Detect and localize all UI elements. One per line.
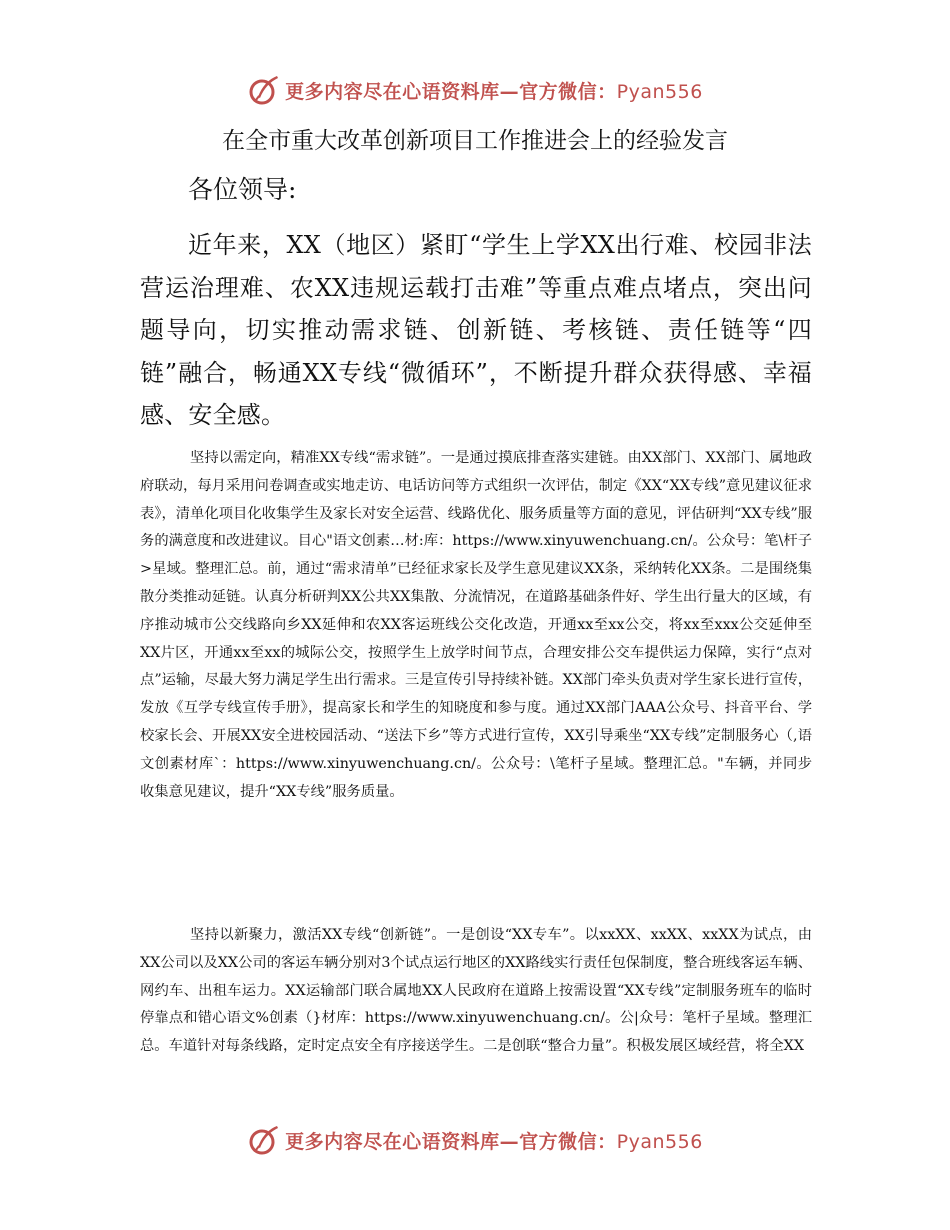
document-title: 在全市重大改革创新项目工作推进会上的经验发言 [222,128,728,154]
feather-quill-circle-icon [247,73,281,107]
watermark-label: 更多内容尽在心语资料库—官方微信： [285,1130,617,1153]
body-paragraph-innovation-chain: 坚持以新聚力，激活XX专线“创新链”。一是创设“XX专车”。以xxXX、xxXX、xxXX为试点，由XX公司以及XX公司的客运车辆分别对3个试点运行地区的XX路线实行责任包保制度，整合班线客运车辆、网约车、出租车运力。XX运输部门联合属地XX人民政府在道路上按需设置“XX专线”定制服务班车的临时停靠点和错心语文%创素（}材库：https://www.xinyuwenchuang.cn/。公|众号：笔杆子星域。整理汇总。车道针对每条线路，定时定点安全有序接送学生。二是创联“整合力量”。积极发展区域经营，将全XX [140,927,812,1055]
salutation: 各位领导: [188,175,297,204]
watermark-label: 更多内容尽在心语资料库—官方微信： [285,80,617,103]
watermark-account: Pyan556 [616,80,703,103]
watermark-text [285,77,703,104]
body-paragraph-demand-chain: 坚持以需定向，精准XX专线“需求链”。一是通过摸底排查落实建链。由XX部门、XX部门、属地政府联动，每月采用问卷调查或实地走访、电话访问等方式组织一次评估，制定《XX“XX专线”意见建议征求表》，清单化项目化收集学生及家长对安全运营、线路优化、服务质量等方面的意见，评估研判“XX专线”服务的满意度和改进建议。目心"语文创素…材:库：https://www.xinyuwenchuang.cn/。公众号：笔\杆子>星域。整理汇总。前，通过“需求清单”已经征求家长及学生意见建议XX条，采纳转化XX条。二是围绕集散分类推动延链。认真分析研判XX公共XX集散、分流情况，在道路基础条件好、学生出行量大的区域，有序推动城市公交线路向乡XX延伸和农XX客运班线公交化改造，开通xx至xx公交，将xx至xxx公交延伸至XX片区，开通xx至xx的城际公交，按照学生上放学时间节点，合理安排公交车提供运力保障，实行“点对点”运输，尽最大努力满足学生出行需求。三是宣传引导持续补链。XX部门牵头负责对学生家长进行宣传，发放《互学专线宣传手册》，提高家长和学生的知晓度和参与度。通过XX部门AAA公众号、抖音平台、学校家长会、开展XX安全进校园活动、“送法下乡”等方式进行宣传，XX引导乘坐“XX专线”定制服务心（,语文创素材库`：https://www.xinyuwenchuang.cn/。公众号：\笔杆子星域。整理汇总。"车辆，并同步收集意见建议，提升“XX专线”服务质量。 [140,450,812,800]
watermark-banner-top [0,70,950,110]
feather-quill-circle-icon [247,1123,281,1157]
watermark-account: Pyan556 [616,1130,703,1153]
watermark-text [285,1127,703,1154]
watermark-banner-bottom [0,1120,950,1160]
lead-paragraph: 近年来，XX（地区）紧盯“学生上学XX出行难、校园非法营运治理难、农XX违规运载打击难”等重点难点堵点，突出问题导向，切实推动需求链、创新链、考核链、责任链等“四链”融合，畅通XX专线“微循环”，不断提升群众获得感、幸福感、安全感。 [140,231,812,429]
